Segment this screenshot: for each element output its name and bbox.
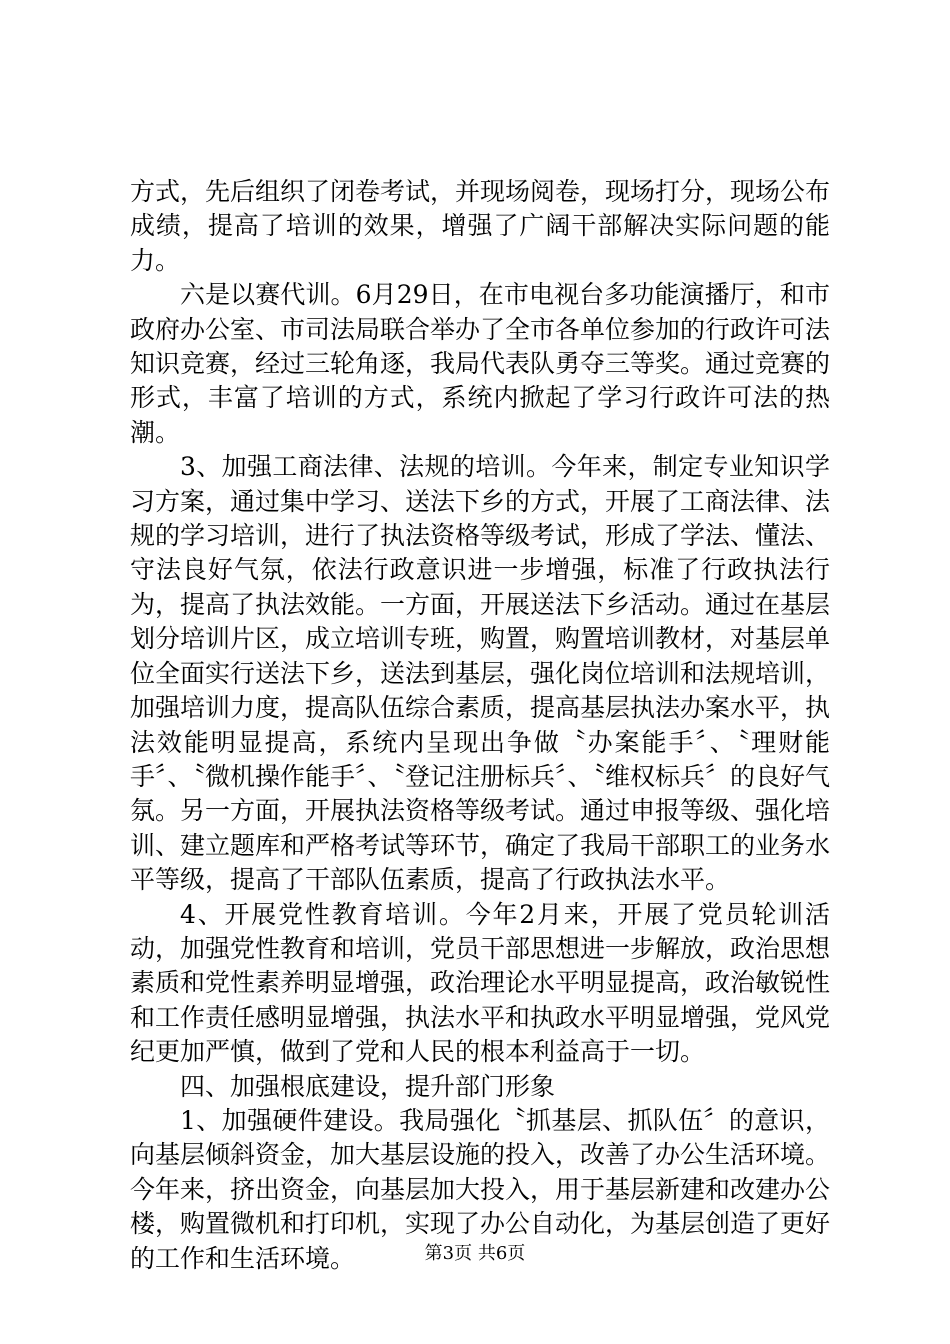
paragraph-training-results: 方式，先后组织了闭卷考试，并现场阅卷，现场打分，现场公布成绩，提高了培训的效果，增强了广阔干部解决实际问题的能力。 xyxy=(130,177,831,275)
paragraph-competition-training: 六是以赛代训。6月29日，在市电视台多功能演播厅，和市政府办公室、市司法局联合举办了全市各单位参加的行政许可法知识竞赛，经过三轮角逐，我局代表队勇夺三等奖。通过竞赛的形式，丰富了培训的方式，系统内掀起了学习行政许可法的热潮。 xyxy=(130,280,831,447)
page-footer: 第3页 共6页 xyxy=(424,1243,526,1264)
document-body xyxy=(130,175,830,1276)
paragraph-party-education: 4、开展党性教育培训。今年2月来，开展了党员轮训活动，加强党性教育和培训，党员干部思想进一步解放，政治思想素质和党性素养明显增强，政治理论水平明显提高，政治敏锐性和工作责任感明显增强，执法水平和执政水平明显增强，党风党纪更加严慎，做到了党和人民的根本利益高于一切。 xyxy=(130,899,831,1067)
paragraph-law-training: 3、加强工商法律、法规的培训。今年来，制定专业知识学习方案，通过集中学习、送法下乡的方式，开展了工商法律、法规的学习培训，进行了执法资格等级考试，形成了学法、懂法、守法良好气氛，依法行政意识进一步增强，标准了行政执法行为，提高了执法效能。一方面，开展送法下乡活动。通过在基层划分培训片区，成立培训专班，购置，购置培训教材，对基层单位全面实行送法下乡，送法到基层，强化岗位培训和法规培训，加强培训力度，提高队伍综合素质，提高基层执法办案水平，执法效能明显提高，系统内呈现出争做〝办案能手〞、〝理财能手〞、〝微机操作能手〞、〝登记注册标兵〞、〝维权标兵〞的良好气氛。另一方面，开展执法资格等级考试。通过申报等级、强化培训、建立题库和严格考试等环节，确定了我局干部职工的业务水平等级，提高了干部队伍素质，提高了行政执法水平。 xyxy=(130,452,831,895)
section-heading-infrastructure: 四、加强根底建设，提升部门形象 xyxy=(180,1071,556,1101)
paragraph-hardware-construction: 1、加强硬件建设。我局强化〝抓基层、抓队伍〞的意识，向基层倾斜资金，加大基层设施的投入，改善了办公生活环境。今年来，挤出资金，向基层加大投入，用于基层新建和改建办公楼，购置微机和打印机，实现了办公自动化，为基层创造了更好的工作和生活环境。 xyxy=(130,1105,831,1273)
